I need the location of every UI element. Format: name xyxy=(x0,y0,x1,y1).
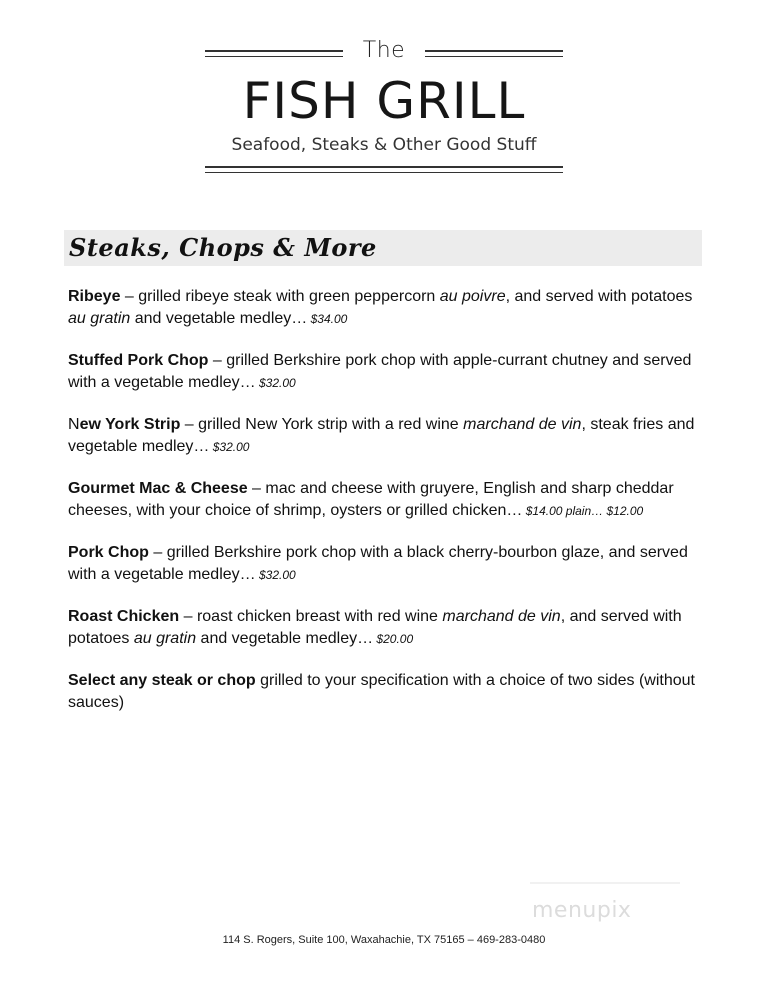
logo-rule-bottom xyxy=(205,166,563,168)
menu-item-new-york-strip: New York Strip – grilled New York strip with a red wine marchand de vin, steak fries and vegetable medley… $32.00 xyxy=(68,416,695,455)
logo-name: FISH GRILL xyxy=(242,72,526,130)
item-name: Select any steak or chop xyxy=(68,672,256,689)
item-name: Pork Chop xyxy=(68,544,149,561)
item-name: Ribeye xyxy=(68,288,121,305)
item-price: $32.00 xyxy=(255,568,296,582)
watermark-rule xyxy=(530,882,680,884)
item-name: Gourmet Mac & Cheese xyxy=(68,480,248,497)
logo-the: The xyxy=(362,38,406,63)
item-name: Stuffed Pork Chop xyxy=(68,352,209,369)
item-name-initial: N xyxy=(68,416,80,433)
item-price: $20.00 xyxy=(373,632,414,646)
menu-item-stuffed-pork-chop: Stuffed Pork Chop – grilled Berkshire pork chop with apple-currant chutney and served with a vegetable medley… $32.00 xyxy=(68,352,692,391)
item-price: $32.00 xyxy=(209,440,250,454)
item-name: ew York Strip xyxy=(79,416,181,433)
menu-list xyxy=(68,286,708,734)
menu-item-pork-chop: Pork Chop – grilled Berkshire pork chop with a black cherry-bourbon glaze, and served with a vegetable medley… $32.00 xyxy=(68,544,688,583)
section-header xyxy=(64,230,702,266)
menu-item-ribeye: Ribeye – grilled ribeye steak with green peppercorn au poivre, and served with potatoes au gratin and vegetable medley… $34.00 xyxy=(68,288,693,327)
section-title: Steaks, Chops & More xyxy=(69,233,377,262)
footer-address: 114 S. Rogers, Suite 100, Waxahachie, TX 75165 – 469-283-0480 xyxy=(222,934,546,946)
menu-item-roast-chicken: Roast Chicken – roast chicken breast with red wine marchand de vin, and served with potatoes au gratin and vegetable medley… $20.00 xyxy=(68,608,682,647)
item-price: $14.00 plain… $12.00 xyxy=(522,504,644,518)
item-price: $34.00 xyxy=(307,312,348,326)
item-price: $32.00 xyxy=(255,376,296,390)
menu-item-gourmet-mac-cheese: Gourmet Mac & Cheese – mac and cheese with gruyere, English and sharp cheddar cheeses, with your choice of shrimp, oysters or grilled chicken… $14.00 plain… $12.00 xyxy=(68,480,674,519)
menupix-watermark: menupix xyxy=(532,898,632,923)
menu-item-select-steak-or-chop: Select any steak or chop grilled to your specification with a choice of two sides (without sauces) xyxy=(68,672,695,711)
logo-rule-bottom-thin xyxy=(205,172,563,173)
restaurant-logo xyxy=(205,38,563,174)
logo-tagline: Seafood, Steaks & Other Good Stuff xyxy=(231,135,537,155)
item-name: Roast Chicken xyxy=(68,608,180,625)
